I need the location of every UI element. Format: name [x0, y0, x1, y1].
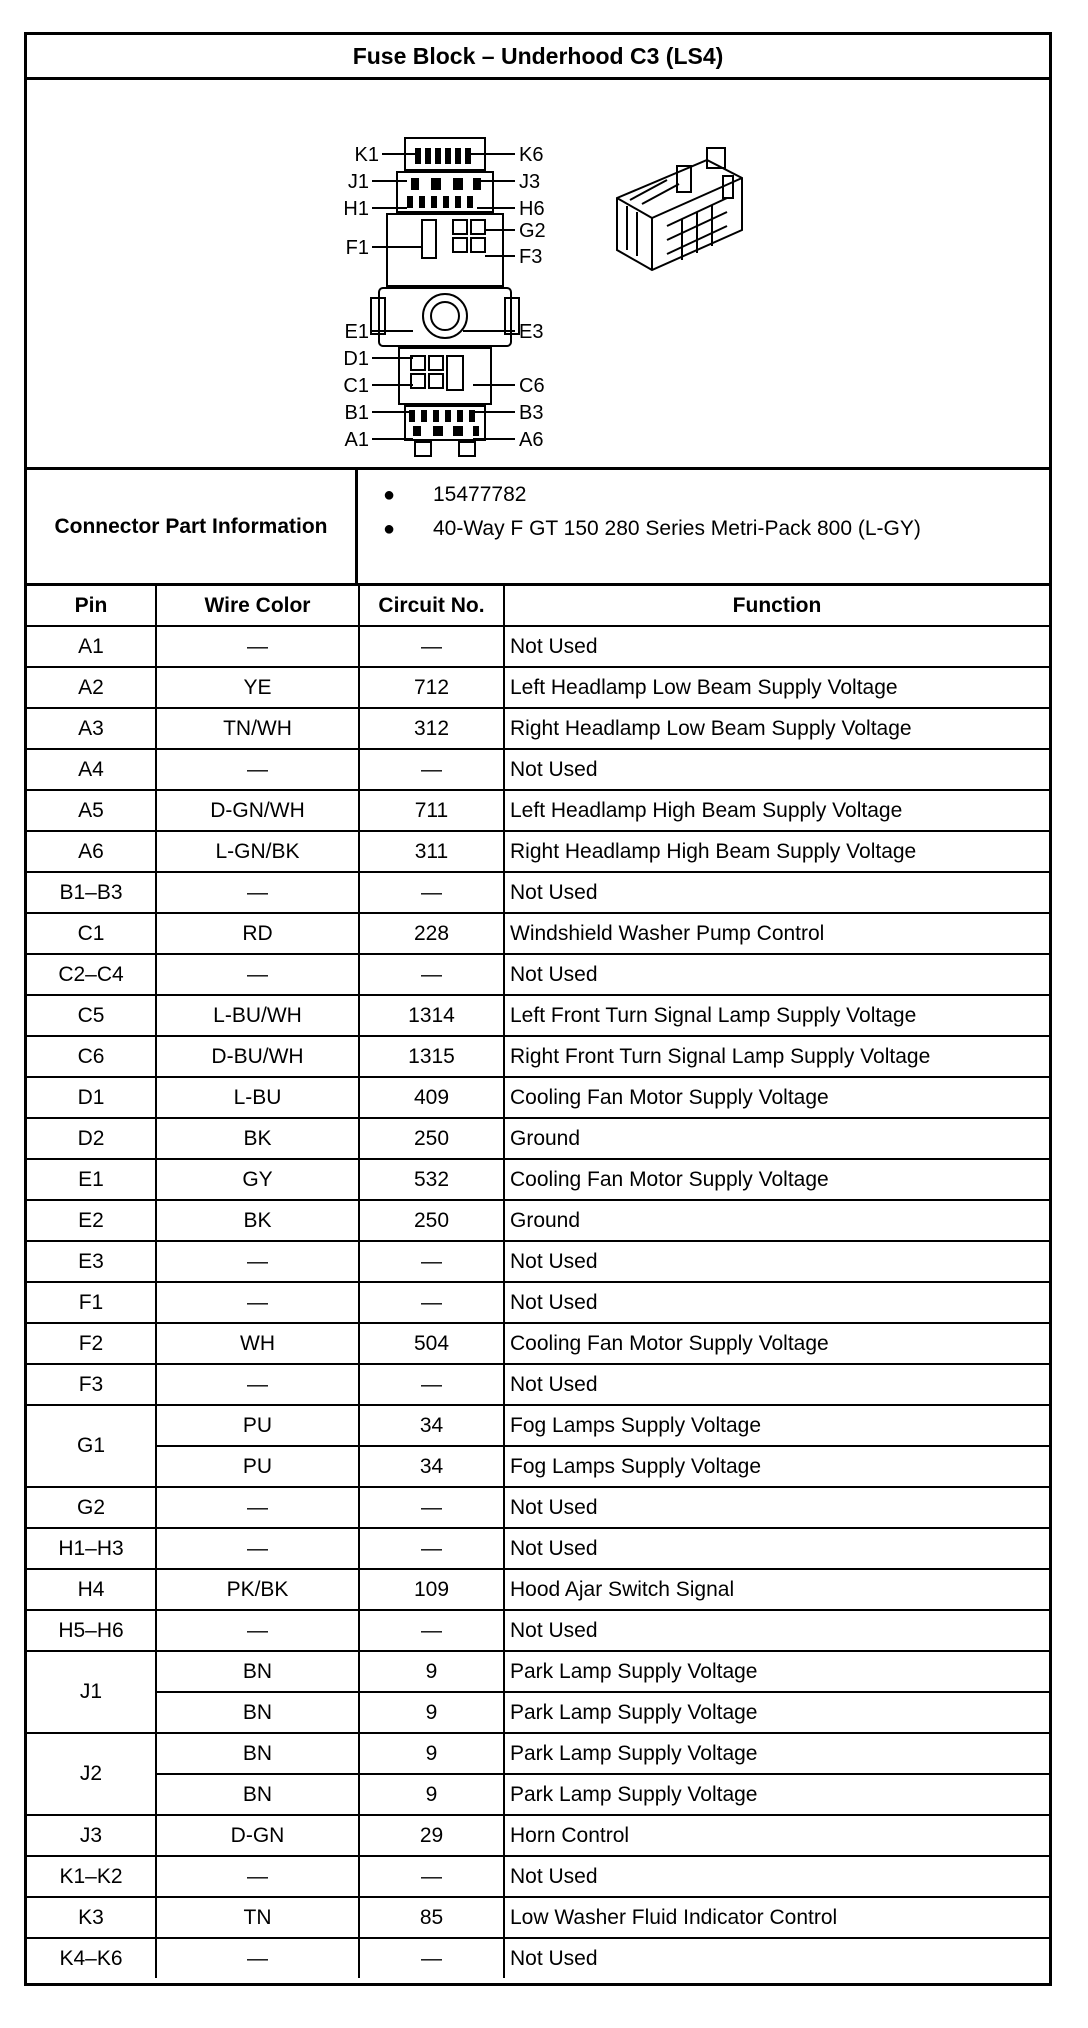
table-row [27, 872, 1049, 913]
part-description: 40-Way F GT 150 280 Series Metri-Pack 800 (L-GY) [433, 517, 921, 540]
table-row [27, 1938, 1049, 1978]
cell-pin: C6 [27, 1036, 156, 1077]
terminal-cavity-rows [407, 148, 481, 436]
table-row [27, 1446, 1049, 1487]
cell-function: Park Lamp Supply Voltage [504, 1651, 1049, 1692]
cell-function: Not Used [504, 1528, 1049, 1569]
cell-function: Right Headlamp High Beam Supply Voltage [504, 831, 1049, 872]
label-K1: K1 [354, 144, 379, 166]
cell-function: Fog Lamps Supply Voltage [504, 1446, 1049, 1487]
cell-function: Park Lamp Supply Voltage [504, 1692, 1049, 1733]
label-D1: D1 [343, 348, 369, 370]
cell-wire-color: YE [156, 667, 359, 708]
cell-function: Not Used [504, 1856, 1049, 1897]
label-E1: E1 [344, 321, 369, 343]
table-row [27, 1159, 1049, 1200]
cell-circuit-no: 85 [359, 1897, 504, 1938]
cell-pin: J3 [27, 1815, 156, 1856]
cell-circuit-no: 250 [359, 1118, 504, 1159]
table-row [27, 1692, 1049, 1733]
table-row [27, 1733, 1049, 1774]
cell-function: Park Lamp Supply Voltage [504, 1774, 1049, 1815]
table-row [27, 1282, 1049, 1323]
cell-pin: E3 [27, 1241, 156, 1282]
cell-circuit-no: — [359, 626, 504, 667]
cell-function: Right Front Turn Signal Lamp Supply Voltage [504, 1036, 1049, 1077]
label-H6: H6 [519, 198, 545, 220]
cell-pin: C5 [27, 995, 156, 1036]
cell-wire-color: RD [156, 913, 359, 954]
cell-wire-color: — [156, 1856, 359, 1897]
cell-circuit-no: 29 [359, 1815, 504, 1856]
cell-wire-color: L-BU [156, 1077, 359, 1118]
table-row [27, 831, 1049, 872]
table-row [27, 1897, 1049, 1938]
cell-wire-color: — [156, 1364, 359, 1405]
table-row [27, 1405, 1049, 1446]
cell-function: Park Lamp Supply Voltage [504, 1733, 1049, 1774]
cell-function: Left Headlamp Low Beam Supply Voltage [504, 667, 1049, 708]
label-C1: C1 [343, 375, 369, 397]
cell-wire-color: — [156, 872, 359, 913]
cell-function: Ground [504, 1118, 1049, 1159]
part-info-item [358, 512, 921, 546]
cell-circuit-no: — [359, 749, 504, 790]
table-row [27, 995, 1049, 1036]
cell-function: Left Front Turn Signal Lamp Supply Voltage [504, 995, 1049, 1036]
cell-function: Low Washer Fluid Indicator Control [504, 1897, 1049, 1938]
header-pin: Pin [27, 586, 156, 626]
header-wire-color: Wire Color [156, 586, 359, 626]
label-J3: J3 [519, 171, 541, 193]
table-row [27, 1774, 1049, 1815]
label-A1: A1 [344, 429, 369, 451]
pinout-rows [27, 626, 1049, 1978]
cell-wire-color: L-BU/WH [156, 995, 359, 1036]
cell-circuit-no: — [359, 1364, 504, 1405]
cell-circuit-no: 9 [359, 1774, 504, 1815]
cell-function: Not Used [504, 1610, 1049, 1651]
cell-pin: K3 [27, 1897, 156, 1938]
cell-function: Not Used [504, 1487, 1049, 1528]
cell-pin: A1 [27, 626, 156, 667]
table-row [27, 1036, 1049, 1077]
cell-pin: A3 [27, 708, 156, 749]
cell-wire-color: WH [156, 1323, 359, 1364]
cell-pin: A4 [27, 749, 156, 790]
label-A6: A6 [519, 429, 544, 451]
table-row [27, 1200, 1049, 1241]
cell-circuit-no: 34 [359, 1405, 504, 1446]
cell-wire-color: BN [156, 1692, 359, 1733]
connector-face-view [371, 138, 519, 456]
cell-pin: H5–H6 [27, 1610, 156, 1651]
table-row [27, 667, 1049, 708]
cell-pin: E2 [27, 1200, 156, 1241]
cell-circuit-no: 1314 [359, 995, 504, 1036]
table-row [27, 626, 1049, 667]
cell-function: Left Headlamp High Beam Supply Voltage [504, 790, 1049, 831]
table-row [27, 1528, 1049, 1569]
cell-function: Not Used [504, 872, 1049, 913]
cell-circuit-no: 1315 [359, 1036, 504, 1077]
cell-circuit-no: 711 [359, 790, 504, 831]
cell-circuit-no: 712 [359, 667, 504, 708]
cell-pin: B1–B3 [27, 872, 156, 913]
cell-pin: J2 [27, 1733, 156, 1815]
cell-wire-color: L-GN/BK [156, 831, 359, 872]
cell-wire-color: D-BU/WH [156, 1036, 359, 1077]
cell-wire-color: — [156, 954, 359, 995]
connector-isometric-view [617, 148, 742, 270]
table-row [27, 954, 1049, 995]
cell-circuit-no: 228 [359, 913, 504, 954]
cell-pin: H1–H3 [27, 1528, 156, 1569]
cell-wire-color: — [156, 1282, 359, 1323]
cell-function: Not Used [504, 626, 1049, 667]
cell-function: Not Used [504, 954, 1049, 995]
cell-pin: J1 [27, 1651, 156, 1733]
cell-wire-color: — [156, 1487, 359, 1528]
bullet-icon: ● [383, 518, 396, 540]
cell-wire-color: — [156, 1610, 359, 1651]
cell-wire-color: PU [156, 1446, 359, 1487]
table-row [27, 1118, 1049, 1159]
table-row [27, 1569, 1049, 1610]
table-row [27, 749, 1049, 790]
cell-wire-color: GY [156, 1159, 359, 1200]
cell-circuit-no: 9 [359, 1651, 504, 1692]
label-E3: E3 [519, 321, 544, 343]
cell-circuit-no: — [359, 1282, 504, 1323]
cell-pin: E1 [27, 1159, 156, 1200]
cell-circuit-no: 9 [359, 1692, 504, 1733]
cell-function: Fog Lamps Supply Voltage [504, 1405, 1049, 1446]
cell-wire-color: — [156, 626, 359, 667]
cell-circuit-no: 312 [359, 708, 504, 749]
cell-pin: C2–C4 [27, 954, 156, 995]
cell-pin: G2 [27, 1487, 156, 1528]
part-info-list [358, 470, 921, 546]
cell-circuit-no: 9 [359, 1733, 504, 1774]
connector-part-information [27, 470, 1049, 586]
cell-wire-color: PU [156, 1405, 359, 1446]
label-G2: G2 [519, 220, 546, 242]
cell-circuit-no: — [359, 1528, 504, 1569]
label-C6: C6 [519, 375, 545, 397]
cell-function: Not Used [504, 749, 1049, 790]
table-row [27, 913, 1049, 954]
connector-diagram-svg [27, 80, 1049, 470]
table-row [27, 1364, 1049, 1405]
table-row [27, 1241, 1049, 1282]
table-row [27, 1323, 1049, 1364]
cell-pin: A5 [27, 790, 156, 831]
cell-circuit-no: 109 [359, 1569, 504, 1610]
part-info-label: Connector Part Information [27, 470, 358, 583]
cell-circuit-no: 34 [359, 1446, 504, 1487]
cell-function: Not Used [504, 1241, 1049, 1282]
sheet-title: Fuse Block – Underhood C3 (LS4) [27, 35, 1049, 80]
bullet-icon: ● [383, 484, 396, 506]
cell-circuit-no: — [359, 872, 504, 913]
cell-pin: K4–K6 [27, 1938, 156, 1978]
label-J1: J1 [347, 171, 369, 193]
connector-diagram [27, 80, 1049, 470]
cell-circuit-no: — [359, 1938, 504, 1978]
table-row [27, 1856, 1049, 1897]
cell-pin: A2 [27, 667, 156, 708]
cell-circuit-no: — [359, 954, 504, 995]
cell-wire-color: D-GN [156, 1815, 359, 1856]
cell-function: Horn Control [504, 1815, 1049, 1856]
cell-wire-color: BN [156, 1774, 359, 1815]
cell-function: Ground [504, 1200, 1049, 1241]
cell-pin: D2 [27, 1118, 156, 1159]
table-row [27, 708, 1049, 749]
cell-function: Right Headlamp Low Beam Supply Voltage [504, 708, 1049, 749]
cell-pin: D1 [27, 1077, 156, 1118]
table-row [27, 1610, 1049, 1651]
cell-pin: F3 [27, 1364, 156, 1405]
cell-wire-color: BK [156, 1200, 359, 1241]
cell-function: Cooling Fan Motor Supply Voltage [504, 1077, 1049, 1118]
cell-function: Cooling Fan Motor Supply Voltage [504, 1159, 1049, 1200]
label-B3: B3 [519, 402, 544, 424]
cell-circuit-no: — [359, 1610, 504, 1651]
cell-wire-color: TN [156, 1897, 359, 1938]
label-H1: H1 [343, 198, 369, 220]
cell-wire-color: — [156, 1528, 359, 1569]
cell-circuit-no: 250 [359, 1200, 504, 1241]
cell-wire-color: — [156, 1938, 359, 1978]
cell-wire-color: BN [156, 1651, 359, 1692]
cell-circuit-no: 409 [359, 1077, 504, 1118]
label-F1: F1 [345, 237, 369, 259]
cell-wire-color: D-GN/WH [156, 790, 359, 831]
cell-pin: H4 [27, 1569, 156, 1610]
connector-sheet [24, 32, 1052, 1986]
table-row [27, 790, 1049, 831]
cell-circuit-no: 532 [359, 1159, 504, 1200]
cell-function: Not Used [504, 1282, 1049, 1323]
cell-function: Cooling Fan Motor Supply Voltage [504, 1323, 1049, 1364]
cell-pin: F2 [27, 1323, 156, 1364]
cell-circuit-no: — [359, 1487, 504, 1528]
table-row [27, 1815, 1049, 1856]
cell-circuit-no: — [359, 1241, 504, 1282]
cell-pin: F1 [27, 1282, 156, 1323]
cell-function: Not Used [504, 1938, 1049, 1978]
cell-wire-color: PK/BK [156, 1569, 359, 1610]
pinout-table [27, 586, 1049, 1978]
table-row [27, 1077, 1049, 1118]
header-function: Function [504, 586, 1049, 626]
cell-wire-color: BN [156, 1733, 359, 1774]
cell-circuit-no: — [359, 1856, 504, 1897]
cell-circuit-no: 311 [359, 831, 504, 872]
cell-pin: K1–K2 [27, 1856, 156, 1897]
cell-function: Not Used [504, 1364, 1049, 1405]
cell-wire-color: — [156, 1241, 359, 1282]
part-number: 15477782 [433, 483, 527, 506]
table-header-row [27, 586, 1049, 626]
label-K6: K6 [519, 144, 544, 166]
table-row [27, 1487, 1049, 1528]
label-F3: F3 [519, 246, 543, 268]
cell-pin: A6 [27, 831, 156, 872]
cell-wire-color: TN/WH [156, 708, 359, 749]
cell-wire-color: BK [156, 1118, 359, 1159]
cell-function: Hood Ajar Switch Signal [504, 1569, 1049, 1610]
cell-wire-color: — [156, 749, 359, 790]
table-row [27, 1651, 1049, 1692]
label-B1: B1 [344, 402, 369, 424]
part-info-item [358, 478, 921, 512]
cell-pin: C1 [27, 913, 156, 954]
cell-pin: G1 [27, 1405, 156, 1487]
header-circuit-no: Circuit No. [359, 586, 504, 626]
cell-circuit-no: 504 [359, 1323, 504, 1364]
cell-function: Windshield Washer Pump Control [504, 913, 1049, 954]
